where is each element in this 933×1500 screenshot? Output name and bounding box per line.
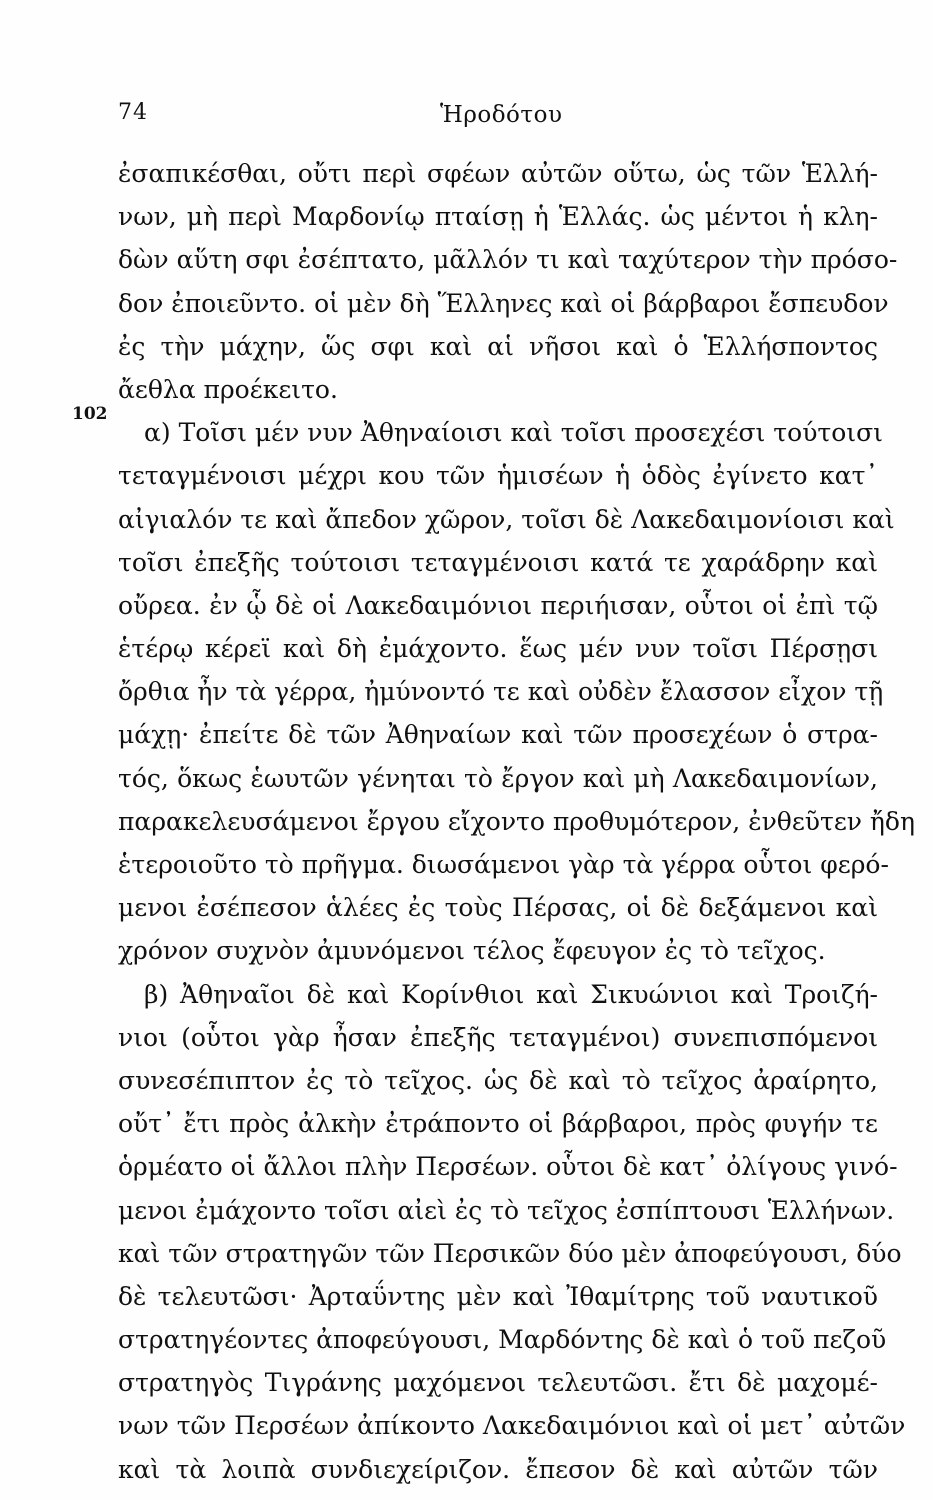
text-line: αἰγιαλόν τε καὶ ἄπεδον χῶρον, τοῖσι δὲ Λακεδαιμονίοισι καὶ: [118, 504, 895, 534]
page-header: [118, 100, 878, 140]
running-title: Ἡροδότου: [440, 102, 563, 128]
text-line: καὶ τὰ λοιπὰ συνδιεχείριζον. ἔπεσον δὲ καὶ αὐτῶν τῶν: [118, 1454, 878, 1484]
text-line: δὼν αὕτη σφι ἐσέπτατο, μᾶλλόν τι καὶ ταχύτερον τὴν πρόσο-: [118, 245, 898, 275]
text-line: ὄρθια ἦν τὰ γέρρα, ἠμύνοντό τε καὶ οὐδὲν ἔλασσον εἶχον τῇ: [118, 677, 884, 707]
text-line: τός, ὅκως ἑωυτῶν γένηται τὸ ἔργον καὶ μὴ Λακεδαιμονίων,: [118, 763, 878, 793]
text-line: δὲ τελευτῶσι· Ἀρταΰντης μὲν καὶ Ἰθαμίτρης τοῦ ναυτικοῦ: [118, 1281, 878, 1311]
text-line: χρόνον συχνὸν ἀμυνόμενοι τέλος ἔφευγον ἐς τὸ τεῖχος.: [118, 936, 826, 966]
text-line: ὁρμέατο οἱ ἄλλοι πλὴν Περσέων. οὗτοι δὲ κατ᾽ ὀλίγους γινό-: [118, 1152, 898, 1182]
page-number: 74: [118, 100, 148, 125]
text-line: οὔρεα. ἐν ᾧ δὲ οἱ Λακεδαιμόνιοι περιήισαν, οὗτοι οἱ ἐπὶ τῷ: [118, 590, 878, 620]
body-text: [118, 152, 915, 1491]
text-line: τοῖσι ἐπεξῆς τούτοισι τεταγμένοισι κατά τε χαράδρην καὶ: [118, 547, 878, 577]
text-line: στρατηγὸς Τιγράνης μαχόμενοι τελευτῶσι. ἔτι δὲ μαχομέ-: [118, 1368, 878, 1398]
text-line: δον ἐποιεῦντο. οἱ μὲν δὴ Ἕλληνες καὶ οἱ βάρβαροι ἔσπευδον: [118, 288, 889, 318]
text-line: νων τῶν Περσέων ἀπίκοντο Λακεδαιμόνιοι καὶ οἱ μετ᾽ αὐτῶν: [118, 1411, 906, 1441]
text-line: ἄεθλα προέκειτο.: [118, 374, 338, 404]
text-line: ἐς τὴν μάχην, ὥς σφι καὶ αἱ νῆσοι καὶ ὁ Ἑλλήσποντος: [118, 331, 878, 361]
text-line: συνεσέπιπτον ἐς τὸ τεῖχος. ὡς δὲ καὶ τὸ τεῖχος ἀραίρητο,: [118, 1065, 878, 1095]
text-line: τεταγμένοισι μέχρι κου τῶν ἡμισέων ἡ ὁδὸς ἐγίνετο κατ᾽: [118, 461, 878, 491]
text-line: μενοι ἐμάχοντο τοῖσι αἰεὶ ἐς τὸ τεῖχος ἐσπίπτουσι Ἑλλήνων.: [118, 1195, 895, 1225]
section-marker: 102: [72, 404, 108, 424]
text-line: οὔτ᾽ ἔτι πρὸς ἀλκὴν ἐτράποντο οἱ βάρβαροι, πρὸς φυγήν τε: [118, 1109, 878, 1139]
text-line: μάχῃ· ἐπείτε δὲ τῶν Ἀθηναίων καὶ τῶν προσεχέων ὁ στρα-: [118, 720, 878, 750]
text-line: β) Ἀθηναῖοι δὲ καὶ Κορίνθιοι καὶ Σικυώνιοι καὶ Τροιζή-: [144, 979, 878, 1009]
text-line: παρακελευσάμενοι ἔργου εἴχοντο προθυμότερον, ἐνθεῦτεν ἤδη: [118, 806, 915, 836]
text-line: νιοι (οὗτοι γὰρ ἦσαν ἐπεξῆς τεταγμένοι) συνεπισπόμενοι: [118, 1022, 878, 1052]
text-line: στρατηγέοντες ἀποφεύγουσι, Μαρδόντης δὲ καὶ ὁ τοῦ πεζοῦ: [118, 1325, 887, 1355]
text-line: α) Τοῖσι μέν νυν Ἀθηναίοισι καὶ τοῖσι προσεχέσι τούτοισι: [144, 418, 883, 448]
text-line: ἐσαπικέσθαι, οὔτι περὶ σφέων αὐτῶν οὕτω, ὡς τῶν Ἑλλή-: [118, 159, 878, 188]
text-line: ἑτεροιοῦτο τὸ πρῆγμα. διωσάμενοι γὰρ τὰ γέρρα οὗτοι φερό-: [118, 850, 889, 879]
text-line: καὶ τῶν στρατηγῶν τῶν Περσικῶν δύο μὲν ἀποφεύγουσι, δύο: [118, 1238, 902, 1268]
text-line: νων, μὴ περὶ Μαρδονίῳ πταίσῃ ἡ Ἑλλάς. ὡς μέντοι ἡ κλη-: [118, 202, 878, 232]
text-line: ἑτέρῳ κέρεϊ καὶ δὴ ἐμάχοντο. ἕως μέν νυν τοῖσι Πέρσῃσι: [118, 634, 878, 664]
text-line: μενοι ἐσέπεσον ἁλέες ἐς τοὺς Πέρσας, οἱ δὲ δεξάμενοι καὶ: [118, 893, 878, 923]
